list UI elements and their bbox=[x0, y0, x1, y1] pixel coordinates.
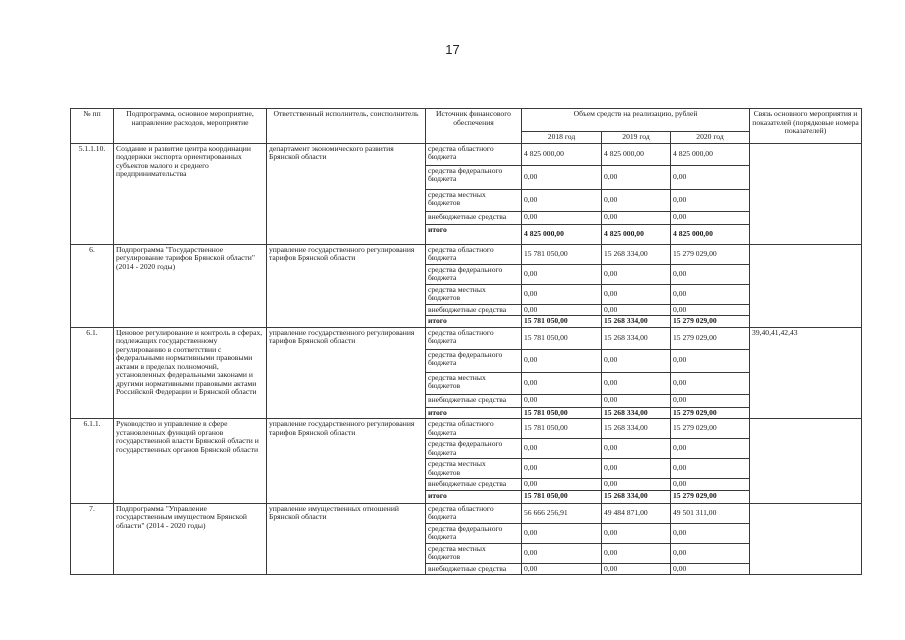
row-source: средства федерального бюджета bbox=[426, 439, 522, 459]
row-source: средства местных бюджетов bbox=[426, 284, 522, 304]
amount-y2: 15 268 334,00 bbox=[602, 490, 671, 503]
row-code: 7. bbox=[71, 503, 114, 575]
amount-y3: 49 501 311,00 bbox=[671, 503, 750, 523]
row-executor: управление государственного регулирования тарифов Брянской области bbox=[267, 244, 426, 327]
header-number: № пп bbox=[71, 109, 114, 144]
amount-y2: 0,00 bbox=[602, 563, 671, 575]
row-indicators bbox=[750, 244, 862, 327]
amount-y3: 0,00 bbox=[671, 459, 750, 479]
row-source: внебюджетные средства bbox=[426, 394, 522, 407]
amount-y3: 0,00 bbox=[671, 304, 750, 316]
amount-y3: 0,00 bbox=[671, 523, 750, 543]
row-code: 6.1. bbox=[71, 327, 114, 419]
row-source: итого bbox=[426, 224, 522, 244]
table-row bbox=[71, 503, 862, 523]
amount-y3: 15 279 029,00 bbox=[671, 316, 750, 328]
amount-y3: 0,00 bbox=[671, 349, 750, 372]
amount-y1: 0,00 bbox=[522, 304, 602, 316]
amount-y2: 0,00 bbox=[602, 479, 671, 491]
row-source: внебюджетные средства bbox=[426, 304, 522, 316]
row-indicators bbox=[750, 419, 862, 504]
amount-y3: 0,00 bbox=[671, 189, 750, 211]
amount-y1: 0,00 bbox=[522, 563, 602, 575]
row-source: внебюджетные средства bbox=[426, 563, 522, 575]
amount-y1: 15 781 050,00 bbox=[522, 490, 602, 503]
table-row bbox=[71, 143, 862, 165]
amount-y2: 0,00 bbox=[602, 459, 671, 479]
amount-y1: 0,00 bbox=[522, 372, 602, 394]
amount-y3: 0,00 bbox=[671, 394, 750, 407]
amount-y2: 15 268 334,00 bbox=[602, 327, 671, 349]
amount-y3: 4 825 000,00 bbox=[671, 224, 750, 244]
header-link: Связь основного мероприятия и показателей (порядковые номера показателей) bbox=[750, 109, 862, 144]
row-executor: департамент экономического развития Брянской области bbox=[267, 143, 426, 244]
amount-y2: 0,00 bbox=[602, 543, 671, 563]
amount-y1: 15 781 050,00 bbox=[522, 407, 602, 419]
amount-y2: 0,00 bbox=[602, 189, 671, 211]
amount-y3: 15 279 029,00 bbox=[671, 407, 750, 419]
budget-table bbox=[70, 108, 862, 575]
row-source: средства федерального бюджета bbox=[426, 165, 522, 189]
amount-y1: 0,00 bbox=[522, 189, 602, 211]
table-body bbox=[71, 143, 862, 575]
amount-y2: 0,00 bbox=[602, 523, 671, 543]
amount-y1: 0,00 bbox=[522, 284, 602, 304]
header-name: Подпрограмма, основное мероприятие, направление расходов, мероприятие bbox=[114, 109, 267, 144]
amount-y1: 0,00 bbox=[522, 264, 602, 284]
amount-y3: 15 279 029,00 bbox=[671, 244, 750, 264]
row-source: средства областного бюджета bbox=[426, 419, 522, 439]
amount-y1: 56 666 256,91 bbox=[522, 503, 602, 523]
amount-y2: 15 268 334,00 bbox=[602, 316, 671, 328]
amount-y2: 49 484 871,00 bbox=[602, 503, 671, 523]
row-name: Создание и развитие центра координации поддержки экспорта ориентированных субъектов малого и среднего предпринимательства bbox=[114, 143, 267, 244]
row-source: внебюджетные средства bbox=[426, 479, 522, 491]
amount-y1: 15 781 050,00 bbox=[522, 244, 602, 264]
amount-y3: 0,00 bbox=[671, 563, 750, 575]
amount-y2: 0,00 bbox=[602, 284, 671, 304]
page-number: 17 bbox=[445, 42, 460, 57]
amount-y2: 0,00 bbox=[602, 372, 671, 394]
amount-y3: 15 279 029,00 bbox=[671, 327, 750, 349]
row-executor: управление государственного регулирования тарифов Брянской области bbox=[267, 419, 426, 504]
amount-y2: 15 268 334,00 bbox=[602, 244, 671, 264]
row-code: 6.1.1. bbox=[71, 419, 114, 504]
amount-y1: 0,00 bbox=[522, 211, 602, 224]
amount-y2: 0,00 bbox=[602, 211, 671, 224]
amount-y1: 0,00 bbox=[522, 349, 602, 372]
amount-y2: 0,00 bbox=[602, 439, 671, 459]
amount-y2: 0,00 bbox=[602, 349, 671, 372]
row-indicators bbox=[750, 143, 862, 244]
row-executor: управление имущественных отношений Брянской области bbox=[267, 503, 426, 575]
row-source: средства местных бюджетов bbox=[426, 372, 522, 394]
amount-y3: 0,00 bbox=[671, 264, 750, 284]
amount-y3: 0,00 bbox=[671, 284, 750, 304]
amount-y1: 0,00 bbox=[522, 543, 602, 563]
amount-y3: 4 825 000,00 bbox=[671, 143, 750, 165]
row-name: Подпрограмма "Управление государственным имуществом Брянской области" (2014 - 2020 годы) bbox=[114, 503, 267, 575]
row-source: средства федерального бюджета bbox=[426, 523, 522, 543]
row-code: 5.1.1.10. bbox=[71, 143, 114, 244]
table-row bbox=[71, 244, 862, 264]
header-source: Источник финансового обеспечения bbox=[426, 109, 522, 144]
row-code: 6. bbox=[71, 244, 114, 327]
table-row bbox=[71, 419, 862, 439]
amount-y1: 0,00 bbox=[522, 165, 602, 189]
amount-y1: 15 781 050,00 bbox=[522, 419, 602, 439]
row-name: Подпрограмма "Государственное регулирование тарифов Брянской области" (2014 - 2020 годы) bbox=[114, 244, 267, 327]
header-volume: Объем средств на реализацию, рублей bbox=[522, 109, 750, 132]
amount-y1: 0,00 bbox=[522, 479, 602, 491]
row-source: итого bbox=[426, 490, 522, 503]
amount-y3: 15 279 029,00 bbox=[671, 419, 750, 439]
amount-y2: 0,00 bbox=[602, 264, 671, 284]
header-year-2018: 2018 год bbox=[522, 132, 602, 144]
amount-y3: 0,00 bbox=[671, 372, 750, 394]
row-source: средства областного бюджета bbox=[426, 244, 522, 264]
amount-y3: 0,00 bbox=[671, 543, 750, 563]
row-source: средства федерального бюджета bbox=[426, 349, 522, 372]
row-source: средства местных бюджетов bbox=[426, 543, 522, 563]
amount-y1: 0,00 bbox=[522, 459, 602, 479]
amount-y1: 15 781 050,00 bbox=[522, 327, 602, 349]
amount-y3: 0,00 bbox=[671, 165, 750, 189]
amount-y2: 0,00 bbox=[602, 394, 671, 407]
amount-y3: 0,00 bbox=[671, 439, 750, 459]
amount-y1: 4 825 000,00 bbox=[522, 224, 602, 244]
amount-y1: 4 825 000,00 bbox=[522, 143, 602, 165]
amount-y2: 15 268 334,00 bbox=[602, 407, 671, 419]
amount-y2: 4 825 000,00 bbox=[602, 143, 671, 165]
row-executor: управление государственного регулирования тарифов Брянской области bbox=[267, 327, 426, 419]
amount-y3: 15 279 029,00 bbox=[671, 490, 750, 503]
amount-y2: 0,00 bbox=[602, 304, 671, 316]
amount-y3: 0,00 bbox=[671, 211, 750, 224]
header-year-2020: 2020 год bbox=[671, 132, 750, 144]
amount-y1: 15 781 050,00 bbox=[522, 316, 602, 328]
row-indicators: 39,40,41,42,43 bbox=[750, 327, 862, 419]
amount-y1: 0,00 bbox=[522, 394, 602, 407]
table-row bbox=[71, 327, 862, 349]
header-executor: Ответственный исполнитель, соисполнитель bbox=[267, 109, 426, 144]
amount-y1: 0,00 bbox=[522, 439, 602, 459]
row-name: Ценовое регулирование и контроль в сферах, подлежащих государственному регулированию в соответствии с федеральными нормативными правовыми актами в пределах полномочий, установленных федеральными законами и другими нормативными правовыми актами Российской Федерации и Брянской области bbox=[114, 327, 267, 419]
amount-y3: 0,00 bbox=[671, 479, 750, 491]
row-source: итого bbox=[426, 407, 522, 419]
row-source: средства областного бюджета bbox=[426, 503, 522, 523]
amount-y2: 0,00 bbox=[602, 165, 671, 189]
row-source: средства местных бюджетов bbox=[426, 189, 522, 211]
row-source: средства федерального бюджета bbox=[426, 264, 522, 284]
header-year-2019: 2019 год bbox=[602, 132, 671, 144]
row-source: средства областного бюджета bbox=[426, 327, 522, 349]
row-source: итого bbox=[426, 316, 522, 328]
row-indicators bbox=[750, 503, 862, 575]
amount-y2: 4 825 000,00 bbox=[602, 224, 671, 244]
amount-y1: 0,00 bbox=[522, 523, 602, 543]
row-name: Руководство и управление в сфере установленных функций органов государственной власти Брянской области и государственных органов Брянской области bbox=[114, 419, 267, 504]
row-source: внебюджетные средства bbox=[426, 211, 522, 224]
row-source: средства местных бюджетов bbox=[426, 459, 522, 479]
amount-y2: 15 268 334,00 bbox=[602, 419, 671, 439]
row-source: средства областного бюджета bbox=[426, 143, 522, 165]
